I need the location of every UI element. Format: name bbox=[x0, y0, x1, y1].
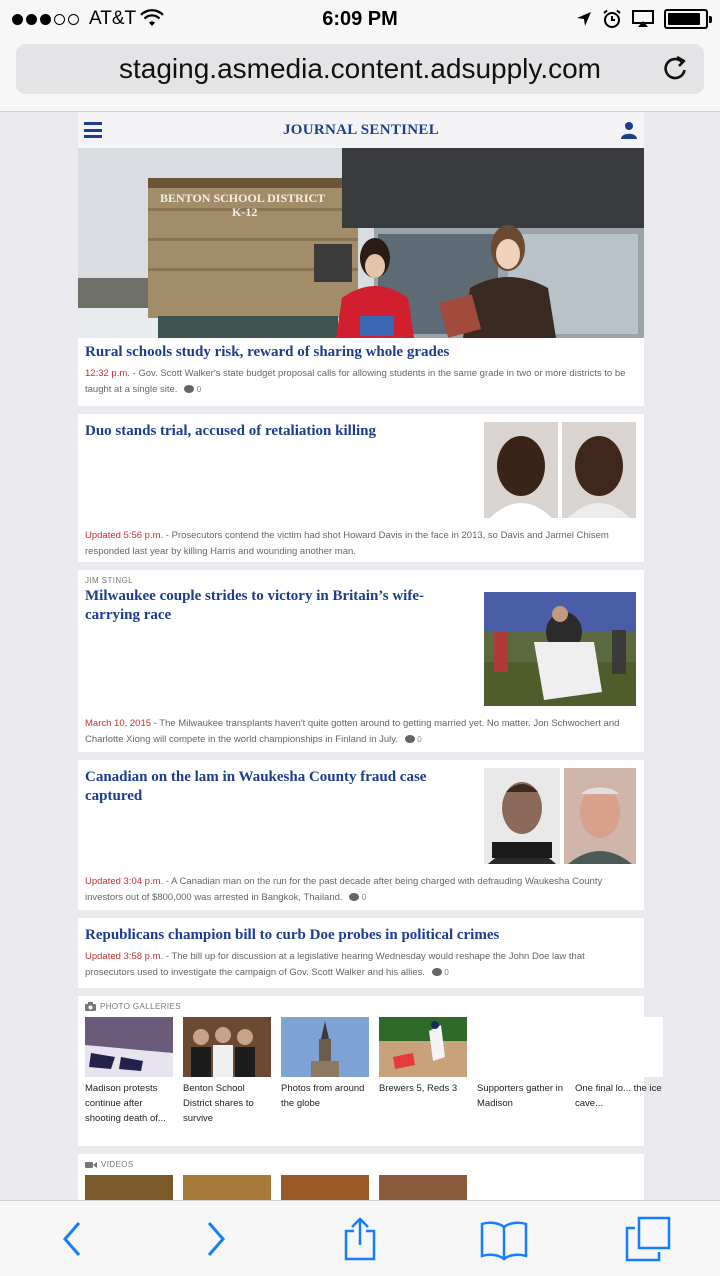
battery-icon bbox=[664, 9, 708, 29]
photo-galleries-header bbox=[85, 996, 637, 1011]
story-kicker: JIM STINGL bbox=[85, 576, 134, 585]
mugshot-photo bbox=[562, 422, 636, 518]
hero-summary: - Gov. Scott Walker's state budget proposal calls for allowing students in the same grade in two or more districts to be taught at a single site. bbox=[85, 368, 626, 395]
story-headline[interactable]: Republicans champion bill to curb Doe probes in political crimes bbox=[85, 927, 500, 943]
story-time: Updated 3:58 p.m. bbox=[85, 951, 164, 962]
photo-galleries-section bbox=[78, 996, 662, 1146]
story-summary: - The Milwaukee transplants haven't quite gotten around to getting married yet. No matter. Jon Schwochert and Charlotte Xiong will compete in the world championships in Finland in July. bbox=[85, 718, 620, 745]
mugshot-photo bbox=[484, 422, 558, 518]
photo-galleries-label: PHOTO GALLERIES bbox=[100, 1002, 181, 1011]
story-time: Updated 5:56 p.m. bbox=[85, 530, 164, 541]
web-page bbox=[78, 112, 662, 1200]
story-comment-count[interactable]: 0 bbox=[417, 735, 422, 744]
browser-address-area bbox=[0, 38, 720, 112]
gallery-caption[interactable]: Brewers 5, Reds 3 bbox=[379, 1083, 458, 1094]
chevron-left-icon[interactable] bbox=[61, 1221, 83, 1257]
school-sign-line2: K-12 bbox=[232, 205, 258, 219]
story-meta bbox=[85, 716, 630, 748]
hero-photo[interactable] bbox=[78, 148, 644, 338]
bookmarks-button[interactable] bbox=[482, 1217, 526, 1261]
story-meta bbox=[85, 874, 630, 906]
story-time: Updated 3:04 p.m. bbox=[85, 876, 164, 887]
url-text[interactable]: staging.asmedia.content.adsupply.com bbox=[119, 53, 601, 84]
race-photo bbox=[484, 592, 636, 706]
status-bar bbox=[0, 0, 720, 38]
gallery-item[interactable] bbox=[477, 1017, 565, 1126]
mugshot-photo bbox=[484, 768, 560, 864]
story-card[interactable] bbox=[78, 414, 644, 562]
back-button[interactable] bbox=[50, 1217, 94, 1261]
story-thumbnail[interactable] bbox=[484, 592, 636, 706]
story-card[interactable] bbox=[78, 760, 644, 910]
gallery-row bbox=[85, 1017, 662, 1126]
comment-icon[interactable] bbox=[349, 893, 359, 901]
user-icon[interactable] bbox=[620, 121, 638, 139]
hero-comment-count[interactable]: 0 bbox=[196, 385, 202, 394]
gallery-item[interactable] bbox=[85, 1017, 173, 1126]
book-icon[interactable] bbox=[480, 1219, 528, 1259]
gallery-item[interactable] bbox=[379, 1017, 467, 1126]
video-camera-icon bbox=[85, 1161, 97, 1169]
gallery-thumbnail[interactable] bbox=[477, 1017, 565, 1077]
hero-time: 12:32 p.m. bbox=[85, 368, 130, 379]
hero-story-card[interactable] bbox=[78, 148, 644, 406]
story-comment-count[interactable]: 0 bbox=[361, 893, 367, 902]
story-meta bbox=[85, 949, 637, 981]
gallery-caption[interactable]: Madison protests continue after shooting death of... bbox=[85, 1083, 166, 1124]
reload-icon[interactable] bbox=[660, 53, 690, 83]
chevron-right-icon[interactable] bbox=[205, 1221, 227, 1257]
gallery-thumbnail[interactable] bbox=[183, 1017, 271, 1077]
comment-icon[interactable] bbox=[432, 968, 442, 976]
videos-label: VIDEOS bbox=[101, 1160, 134, 1169]
airplay-icon bbox=[632, 10, 654, 28]
gallery-thumbnail[interactable] bbox=[281, 1017, 369, 1077]
address-bar[interactable] bbox=[16, 44, 704, 94]
story-headline[interactable]: Duo stands trial, accused of retaliation killing bbox=[85, 423, 376, 439]
story-thumbnail[interactable] bbox=[484, 768, 636, 864]
gallery-caption[interactable]: Benton School District shares to survive bbox=[183, 1083, 254, 1124]
browser-toolbar bbox=[0, 1200, 720, 1276]
gallery-caption[interactable]: Supporters gather in Madison bbox=[477, 1083, 564, 1109]
gallery-item[interactable] bbox=[281, 1017, 369, 1126]
gallery-item[interactable] bbox=[183, 1017, 271, 1126]
gallery-thumbnail[interactable] bbox=[379, 1017, 467, 1077]
wifi-icon bbox=[140, 10, 164, 28]
tabs-icon[interactable] bbox=[625, 1216, 671, 1262]
story-card[interactable] bbox=[78, 918, 644, 988]
story-summary: - A Canadian man on the run for the past decade after being charged with defrauding Waukesha County investors out of $800,000 was arrested in Bangkok, Thailand. bbox=[85, 876, 603, 903]
menu-icon[interactable] bbox=[84, 122, 102, 138]
gallery-item[interactable] bbox=[575, 1017, 663, 1126]
clock: 6:09 PM bbox=[322, 7, 398, 30]
story-thumbnail[interactable] bbox=[484, 422, 636, 518]
battery-fill bbox=[668, 13, 700, 25]
story-time: March 10, 2015 bbox=[85, 718, 152, 729]
status-left bbox=[12, 8, 262, 30]
story-summary: - The bill up for discussion at a legislative hearing Wednesday would reshape the John Doe law that prosecutors used to investigate the campaign of Gov. Scott Walker and his allies. bbox=[85, 951, 585, 978]
carrier-label: AT&T bbox=[89, 8, 137, 29]
signal-strength-icon bbox=[12, 14, 79, 25]
comment-icon[interactable] bbox=[184, 385, 194, 393]
share-button[interactable] bbox=[338, 1217, 382, 1261]
story-card[interactable] bbox=[78, 570, 644, 752]
school-sign-line1: BENTON SCHOOL DISTRICT bbox=[160, 191, 326, 205]
masthead-logo[interactable]: JOURNAL SENTINEL bbox=[282, 121, 440, 138]
share-icon[interactable] bbox=[342, 1217, 378, 1261]
videos-header bbox=[85, 1154, 637, 1169]
story-headline[interactable]: Canadian on the lam in Waukesha County fraud case captured bbox=[85, 769, 427, 804]
alarm-clock-icon bbox=[602, 9, 622, 29]
forward-button[interactable] bbox=[194, 1217, 238, 1261]
gallery-thumbnail[interactable] bbox=[85, 1017, 173, 1077]
gallery-caption[interactable]: One final lo... the ice cave... bbox=[575, 1083, 662, 1109]
story-headline[interactable]: Milwaukee couple strides to victory in Britain’s wife-carrying race bbox=[85, 588, 424, 623]
hero-headline[interactable]: Rural schools study risk, reward of sharing whole grades bbox=[85, 344, 450, 360]
story-summary: - Prosecutors contend the victim had shot Howard Davis in the face in 2013, so Davis and Jarmel Chisem responded last year by killing Harris and wounding another man. bbox=[85, 530, 609, 557]
hero-meta bbox=[85, 366, 637, 398]
comment-icon[interactable] bbox=[405, 735, 415, 743]
mugshot-photo bbox=[564, 768, 636, 864]
site-header bbox=[78, 112, 644, 148]
camera-icon bbox=[85, 1002, 96, 1011]
status-right bbox=[458, 9, 708, 29]
location-arrow-icon bbox=[576, 11, 592, 27]
story-comment-count[interactable]: 0 bbox=[444, 968, 449, 977]
story-meta bbox=[85, 528, 630, 560]
gallery-caption[interactable]: Photos from around the globe bbox=[281, 1083, 365, 1109]
gallery-thumbnail[interactable] bbox=[575, 1017, 663, 1077]
tabs-button[interactable] bbox=[626, 1217, 670, 1261]
